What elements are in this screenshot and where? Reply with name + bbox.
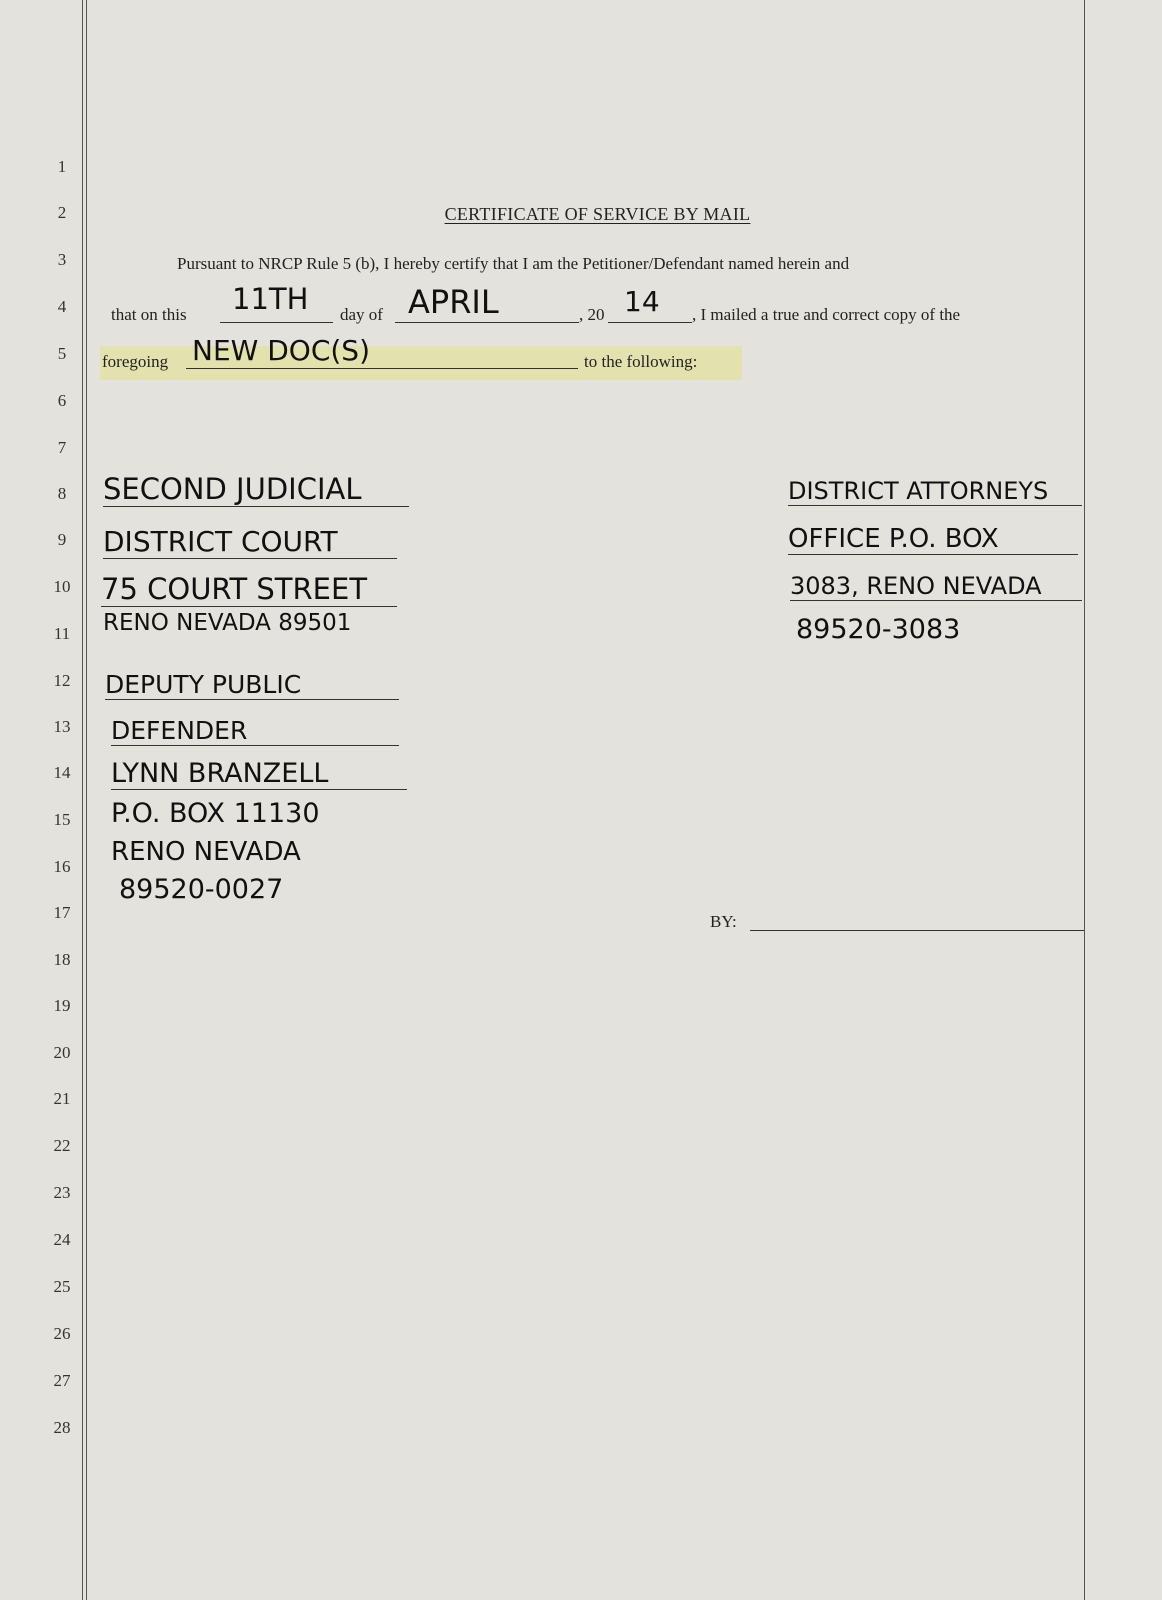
date-phrase-prefix: that on this xyxy=(111,305,187,324)
foregoing-label: foregoing xyxy=(102,352,169,371)
recipient-defender-line-2: DEFENDER xyxy=(111,716,399,746)
line-number: 2 xyxy=(57,203,67,222)
document-title: CERTIFICATE OF SERVICE BY MAIL xyxy=(444,204,751,224)
recipient-da-line-4: 89520-3083 xyxy=(796,614,961,645)
recipient-court-line-1: SECOND JUDICIAL xyxy=(103,472,409,507)
line-number: 16 xyxy=(53,857,71,876)
line-number: 28 xyxy=(53,1418,71,1437)
certification-statement: Pursuant to NRCP Rule 5 (b), I hereby certify that I am the Petitioner/Defendant named herein and xyxy=(177,254,850,273)
line-number: 7 xyxy=(57,438,67,457)
recipient-court-line-2: DISTRICT COURT xyxy=(103,525,397,559)
by-label: BY: xyxy=(710,912,737,931)
line-number: 9 xyxy=(57,530,67,549)
line-number: 5 xyxy=(57,344,67,363)
recipient-da-line-1: DISTRICT ATTORNEYS xyxy=(788,477,1082,506)
line-number: 6 xyxy=(57,391,67,410)
to-following-label: to the following: xyxy=(584,352,698,371)
recipient-defender-line-4: P.O. BOX 11130 xyxy=(111,798,320,829)
line-number: 19 xyxy=(53,996,71,1015)
left-margin-rule xyxy=(82,0,83,1600)
month-handwritten: APRIL xyxy=(408,283,499,321)
line-number: 4 xyxy=(57,297,67,316)
line-number: 20 xyxy=(53,1043,71,1062)
line-number: 11 xyxy=(53,624,71,643)
recipient-defender-line-1: DEPUTY PUBLIC xyxy=(105,670,399,700)
line-number: 14 xyxy=(53,763,71,782)
document-handwritten: NEW DOC(S) xyxy=(192,334,370,367)
line-number: 21 xyxy=(53,1089,71,1108)
line-number: 3 xyxy=(57,250,67,269)
right-margin-rule xyxy=(1084,0,1085,1600)
recipient-defender-line-6: 89520-0027 xyxy=(119,874,284,905)
recipient-da-line-2: OFFICE P.O. BOX xyxy=(788,524,1078,555)
day-handwritten: 11TH xyxy=(232,282,309,316)
line-number: 27 xyxy=(53,1371,71,1390)
year-handwritten: 14 xyxy=(624,285,660,318)
recipient-court-line-4: RENO NEVADA 89501 xyxy=(103,610,352,636)
line-number: 18 xyxy=(53,950,71,969)
recipient-da-line-3: 3083, RENO NEVADA xyxy=(790,572,1082,601)
line-number: 15 xyxy=(53,810,71,829)
line-number: 8 xyxy=(57,484,67,503)
recipient-defender-line-3: LYNN BRANZELL xyxy=(111,758,407,790)
line-number: 13 xyxy=(53,717,71,736)
signature-line xyxy=(750,906,1084,931)
line-number: 12 xyxy=(53,671,71,690)
line-number: 1 xyxy=(57,157,67,176)
line-number: 10 xyxy=(53,577,71,596)
line-number: 25 xyxy=(53,1277,71,1296)
line-number: 24 xyxy=(53,1230,71,1249)
line-number: 23 xyxy=(53,1183,71,1202)
line-number: 26 xyxy=(53,1324,71,1343)
line-number: 17 xyxy=(53,903,71,922)
line-number: 22 xyxy=(53,1136,71,1155)
year-prefix: , 20 xyxy=(579,305,605,324)
left-margin-rule-inner xyxy=(86,0,87,1600)
recipient-defender-line-5: RENO NEVADA xyxy=(111,837,301,867)
mailed-statement: , I mailed a true and correct copy of the xyxy=(692,305,961,324)
day-of-label: day of xyxy=(340,305,383,324)
recipient-court-line-3: 75 COURT STREET xyxy=(101,572,397,607)
